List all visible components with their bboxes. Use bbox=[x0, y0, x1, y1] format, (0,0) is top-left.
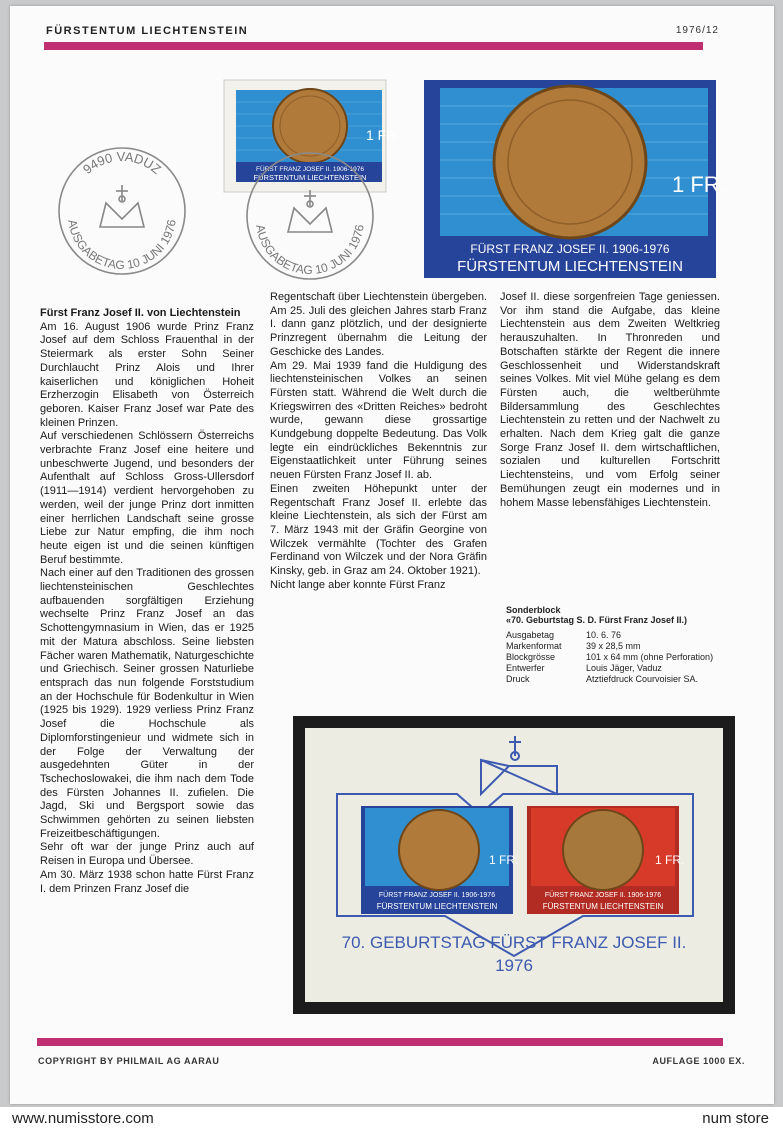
article-paragraph: Nicht lange aber konnte Fürst Franz bbox=[270, 578, 446, 591]
coin-portrait-large-icon bbox=[494, 86, 646, 238]
stamp-value: 1 FR. bbox=[366, 127, 401, 143]
sheet-coin-red-icon bbox=[563, 810, 643, 890]
sheet-coin-blue-icon bbox=[399, 810, 479, 890]
edition-text: AUFLAGE 1000 EX. bbox=[652, 1056, 745, 1066]
article-paragraph: Am 30. März 1938 schon hatte Fürst Franz I. dem Prinzen Franz Josef die bbox=[40, 868, 254, 895]
stamp-caption: FÜRST FRANZ JOSEF II. 1906-1976 bbox=[256, 166, 364, 173]
crown-icon-2 bbox=[288, 190, 332, 232]
article-column-2 bbox=[270, 291, 487, 592]
bottom-accent-bar bbox=[37, 1038, 723, 1046]
header-issue-number: 1976/12 bbox=[675, 25, 719, 36]
sheet-stamp-red-value: 1 FR. bbox=[655, 853, 685, 867]
article-paragraph: Auf verschiedenen Schlössern Österreichs verbrachte Franz Josef eine heitere und unbeschwerte Jugend, und besonders der Aufenthalt auf Schloss Gross-Ullersdorf (1911—1914) verdient hervorgehoben zu werden, weil der junge Prinz dort inmitten einer herrlichen Landschaft seine grosse Liebe zur Natur empfing, die ihm noch heute eigen ist und die seinen künftigen Beruf bestimmte. bbox=[40, 430, 254, 566]
article-paragraph: Regentschaft über Liechtenstein übergeben. Am 25. Juli des gleichen Jahres starb Franz I. dann ganz plötzlich, und der designierte Prinzregent übernahm die Leitung der Geschicke des Landes. bbox=[270, 291, 487, 358]
sheet-stamp-blue-country: FÜRSTENTUM LIECHTENSTEIN bbox=[376, 902, 498, 911]
article-paragraph: Am 16. August 1906 wurde Prinz Franz Josef auf dem Schloss Frauenthal in der Steiermark als erster Sohn Seiner Durchlaucht Prinz Alois und Ihrer kaiserlichen und königlichen Hoheit Erzherzogin Elisabeth von Österreich geboren. Kaiser Franz Josef war Pate des kleinen Prinzen. bbox=[40, 320, 254, 429]
issue-info-block bbox=[506, 605, 726, 685]
issue-info-row: Ausgabetag 10. 6. 76 bbox=[506, 630, 622, 640]
article-paragraph: Nach einer auf den Traditionen des grossen liechtensteinischen Geschlechtes aufbauenden sorgfältigen Erziehung wechselte Prinz Franz Josef an das Schottengymnasium in Wien, das er 1925 mit der Matura abschloss. Seine liebsten Fächer waren Mathematik, Naturgeschichte und Griechisch. Seiner grossen Naturliebe entsprach das nun folgende Forststudium an der Hochschule für Bodenkultur in Wien (1925 bis 1929). 1929 verliess Prinz Franz Josef die Hochschule als Diplomforstingenieur und widmete sich in der Folge der Verwaltung der ausgedehnten Güter in der Tschechoslowakei, die ihm nach dem Tode des Fürsten Johannes II. zufielen. Die Jagd, Ski und Bergsport sowie das Schwimmen gehörten zu seinen liebsten Freizeitbeschäftigungen. bbox=[40, 567, 254, 840]
article-paragraph: Einen zweiten Höhepunkt unter der Regentschaft Franz Josef II. erlebte das kleine Liechtenstein, als sich der Fürst am 7. März 1943 mit der Gräfin Georgine von Wilczek vermählte (Tochter des Grafen Ferdinand von Wilczek und der Nora Gräfin Kinsky, geb. in Graz am 24. Oktober 1921). bbox=[270, 482, 487, 578]
issue-info-row: Blockgrösse 101 x 64 mm (ohne Perforation) bbox=[506, 652, 714, 662]
sheet-stamp-red-country: FÜRSTENTUM LIECHTENSTEIN bbox=[542, 902, 664, 911]
article-paragraph: Am 29. Mai 1939 fand die Huldigung des liechtensteinischen Volkes an seinen Fürsten statt. Während die Welt durch die Kriegswirren des «Dritten Reiches» bedroht wurde, gewann diese grossartige Kundgebung doppelte Bedeutung. Das Volk legte ein eindrückliches Bekenntnis zur Eigenstaatlichkeit unter Führung seines neuen Fürsten Franz Josef II. ab. bbox=[270, 359, 487, 482]
watermark-left: www.numisstore.com bbox=[12, 1110, 154, 1127]
postmark-stamp-right bbox=[244, 150, 376, 282]
issue-info-row: Druck Atztiefdruck Courvoisier SA. bbox=[506, 674, 699, 684]
top-accent-bar bbox=[44, 42, 703, 50]
sheet-stamp-red-caption: FÜRST FRANZ JOSEF II. 1906-1976 bbox=[544, 892, 662, 899]
issue-info-table bbox=[506, 630, 713, 685]
article-paragraph: Sehr oft war der junge Prinz auch auf Reisen in Europa und Übersee. bbox=[40, 841, 254, 868]
header-country: FÜRSTENTUM LIECHTENSTEIN bbox=[46, 25, 249, 37]
sheet-title: 70. GEBURTSTAG FÜRST FRANZ JOSEF II. bbox=[341, 933, 687, 952]
stamp-large bbox=[424, 80, 726, 278]
issue-info-row: Markenformat 39 x 28,5 mm bbox=[506, 641, 641, 651]
watermark-right: num store bbox=[702, 1110, 769, 1127]
postmark-bottom-text: AUSGABETAG 10 JUNI 1976 bbox=[65, 218, 179, 273]
crown-icon bbox=[100, 185, 144, 227]
watermark-strip bbox=[0, 1107, 783, 1130]
sheet-year: 1976 bbox=[495, 956, 533, 975]
sheet-stamp-blue-caption: FÜRST FRANZ JOSEF II. 1906-1976 bbox=[378, 892, 496, 899]
postmark-top-text: 9490 VADUZ bbox=[79, 148, 164, 177]
stamp-country: FÜRSTENTUM LIECHTENSTEIN bbox=[253, 173, 367, 182]
copyright-text: COPYRIGHT BY PHILMAIL AG AARAU bbox=[38, 1056, 220, 1066]
issue-info-row: Entwerfer Louis Jäger, Vaduz bbox=[506, 663, 662, 673]
postmark-stamp-left bbox=[56, 145, 188, 277]
article-column-3 bbox=[500, 291, 720, 510]
issue-info-subheading: «70. Geburtstag S. D. Fürst Franz Josef II.) bbox=[506, 615, 688, 625]
article-title: Fürst Franz Josef II. von Liechtenstein bbox=[40, 307, 241, 319]
stamp-large-country: FÜRSTENTUM LIECHTENSTEIN bbox=[457, 258, 683, 275]
postmark-bottom-text-2: AUSGABETAG 10 JUNI 1976 bbox=[253, 223, 367, 278]
souvenir-sheet bbox=[293, 716, 735, 1014]
article-paragraph: Josef II. diese sorgenfreien Tage geniessen. Vor ihm stand die Aufgabe, das kleine Liechtenstein aus dem Zweiten Weltkrieg herauszuhalten. In Thronreden und Botschaften stärkte der Regent die innere Geschlossenheit und Widerstandskraft seines Volkes. Mit viel Mühe gelang es dem Fürsten auch, die weltberühmte Bildersammlung des Geschlechtes Liechtenstein zu retten und der Nachwelt zu erhalten. Nach dem Krieg galt die ganze Sorge Franz Josef II. dem wirtschaftlichen, sozialen und kulturellen Fortschritt Liechtensteins, und vom Erfolg seiner Bemühungen zeugt ein modernes und in hohem Masse lebensfähiges Liechtenstein. bbox=[500, 291, 720, 509]
stamp-large-value: 1 FR. bbox=[672, 172, 726, 197]
sheet-stamp-blue-value: 1 FR. bbox=[489, 853, 519, 867]
article-column-1 bbox=[40, 307, 254, 896]
issue-info-heading: Sonderblock bbox=[506, 605, 561, 615]
stamp-large-caption: FÜRST FRANZ JOSEF II. 1906-1976 bbox=[470, 242, 670, 256]
